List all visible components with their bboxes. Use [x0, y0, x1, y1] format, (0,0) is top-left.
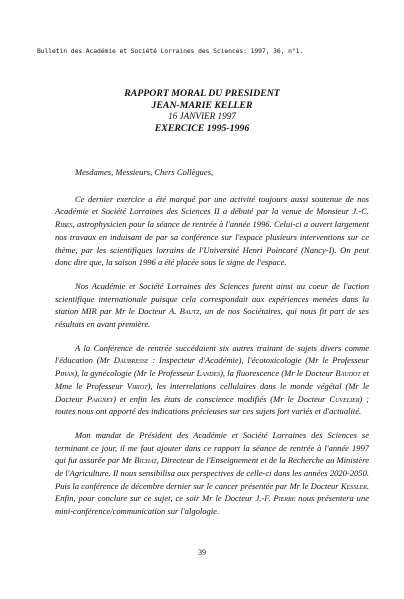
person-name: Daubresse	[113, 355, 149, 366]
text-run: ) et enfin les états de conscience modifiés (Mr le Docteur	[113, 393, 330, 404]
exercise-period: EXERCICE 1995-1996	[154, 122, 250, 134]
title-block	[0, 88, 404, 134]
paragraph-1	[55, 193, 369, 269]
journal-citation: Bulletin des Académie et Société Lorraines des Sciences: 1997, 36, n°1.	[37, 47, 304, 55]
text-run: A la Conférence de rentrée succédaient six autres traitant de sujets divers comme l'éducation (Mr	[55, 342, 369, 366]
text-run: ), la fluorescence (Mr le Docteur	[220, 368, 336, 379]
person-name: Kessler	[340, 480, 367, 491]
text-run: Mon mandat de Président des Académie et Société Lorraines des Sciences se terminant ce jour, il me faut ajouter dans ce rapport la séance de rentrée à l'année 1997 qui fut assurée par Mr	[55, 429, 369, 466]
report-date: 16 JANVIER 1997	[168, 111, 236, 121]
paragraph-4	[55, 429, 369, 518]
person-name: Ribes	[55, 219, 73, 230]
person-name: Baudot	[335, 368, 361, 379]
text-run: , astrophysicien pour la séance de rentrée à l'année 1996. Celui-ci a ouvert largement nos travaux en induisant de par sa conférence sur l'espace plusieurs interventions sur ce thème, par les scientifiques lorrains de l'Université Henri Poincaré (Nancy-I). On peut donc dire que, la saison 1996 a été placée sous le signe de l'espace.	[55, 219, 369, 268]
president-name: JEAN-MARIE KELLER	[151, 99, 253, 111]
text-run: nous présentera une mini-conférence/communication sur l'algologie.	[55, 493, 370, 517]
person-name: Bichat	[134, 455, 157, 466]
person-name: Landes	[196, 368, 221, 379]
person-name: Pihan	[55, 368, 75, 379]
text-run: . Enfin, pour conclure sur ce sujet, ce soir Mr le Docteur J.-F.	[55, 480, 369, 504]
person-name: Paigney	[86, 393, 114, 404]
text-run: ), la gynécologie (Mr le Professeur	[74, 368, 197, 379]
paragraph-3	[55, 342, 369, 418]
text-run: Nos Académie et Société Lorraines des Sciences furent ainsi au coeur de l'action scientifique internationale puisque cela correspondait aux expériences menées dans la station MIR par Mr le Docteur A.	[55, 280, 369, 317]
person-name: Bautz	[179, 306, 200, 317]
text-run: Ce dernier exercice a été marqué par une activité toujours aussi soutenue de nos Académie et Société Lorraines des Sciences II a débuté par la venue de Monsieur J.-C.	[55, 193, 369, 217]
salutation: Mesdames, Messieurs, Chers Collègues,	[75, 167, 214, 177]
text-run: , Directeur de l'Enseignement et de la Recherche au Ministère de l'Agriculture. Il nous sensibilisa aux perspectives de celle-ci dans les années 2020-2050. Puis la conférence de décembre dernier sur le cancer présentée par Mr le Docteur	[55, 455, 369, 491]
person-name: Pierre	[273, 493, 296, 504]
person-name: Viriot	[126, 380, 148, 391]
report-body	[55, 166, 369, 529]
person-name: Cuvelier	[329, 393, 360, 404]
text-run: : Inspecteur d'Académie), l'écotoxicologie (Mr le Professeur	[148, 355, 369, 366]
text-run: , un de nos Sociétaires, qui nous fit part de ses résultats en avant première.	[55, 306, 369, 330]
page-number: 39	[198, 548, 206, 557]
paragraph-2	[55, 280, 369, 331]
text-run: et Mme le Professeur	[55, 368, 369, 391]
text-run: ), les interrelations cellulaires dans le monde végétal (Mr le Docteur	[55, 380, 369, 404]
text-run: ) ; toutes nous ont apporté des indications précieuses sur ces sujets fort variés et d'actualité.	[55, 393, 369, 417]
report-title: RAPPORT MORAL DU PRESIDENT	[124, 88, 280, 99]
